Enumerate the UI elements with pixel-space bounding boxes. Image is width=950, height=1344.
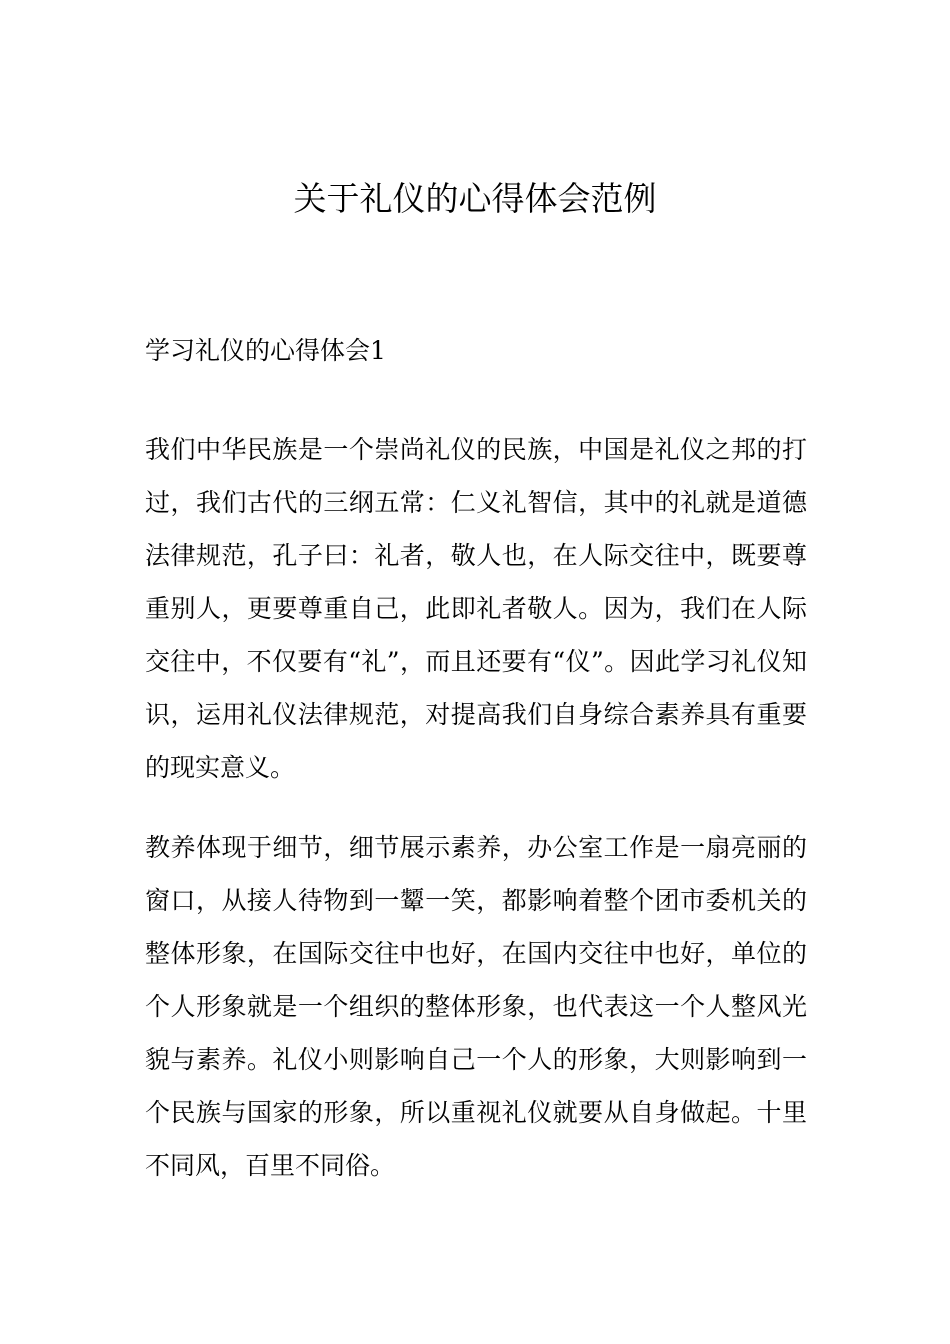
paragraph-2: 教养体现于细节，细节展示素养，办公室工作是一扇亮丽的窗口，从接人待物到一颦一笑，都影响着整个团市委机关的整体形象，在国际交往中也好，在国内交往中也好，单位的个人形象就是一个组织的整体形象，也代表这一个人整风光貌与素养。礼仪小则影响自己一个人的形象，大则影响到一个民族与国家的形象，所以重视礼仪就要从自身做起。十里不同风，百里不同俗。 [145, 833, 807, 1180]
section-heading: 学习礼仪的心得体会1 [145, 336, 386, 365]
document-title: 关于礼仪的心得体会范例 [293, 179, 657, 218]
paragraph-1: 我们中华民族是一个崇尚礼仪的民族，中国是礼仪之邦的打过，我们古代的三纲五常：仁义礼智信，其中的礼就是道德法律规范，孔子曰：礼者，敬人也，在人际交往中，既要尊重别人，更要尊重自己，此即礼者敬人。因为，我们在人际交往中，不仅要有“礼”，而且还要有“仪”。因此学习礼仪知识，运用礼仪法律规范，对提高我们自身综合素养具有重要的现实意义。 [145, 435, 807, 782]
